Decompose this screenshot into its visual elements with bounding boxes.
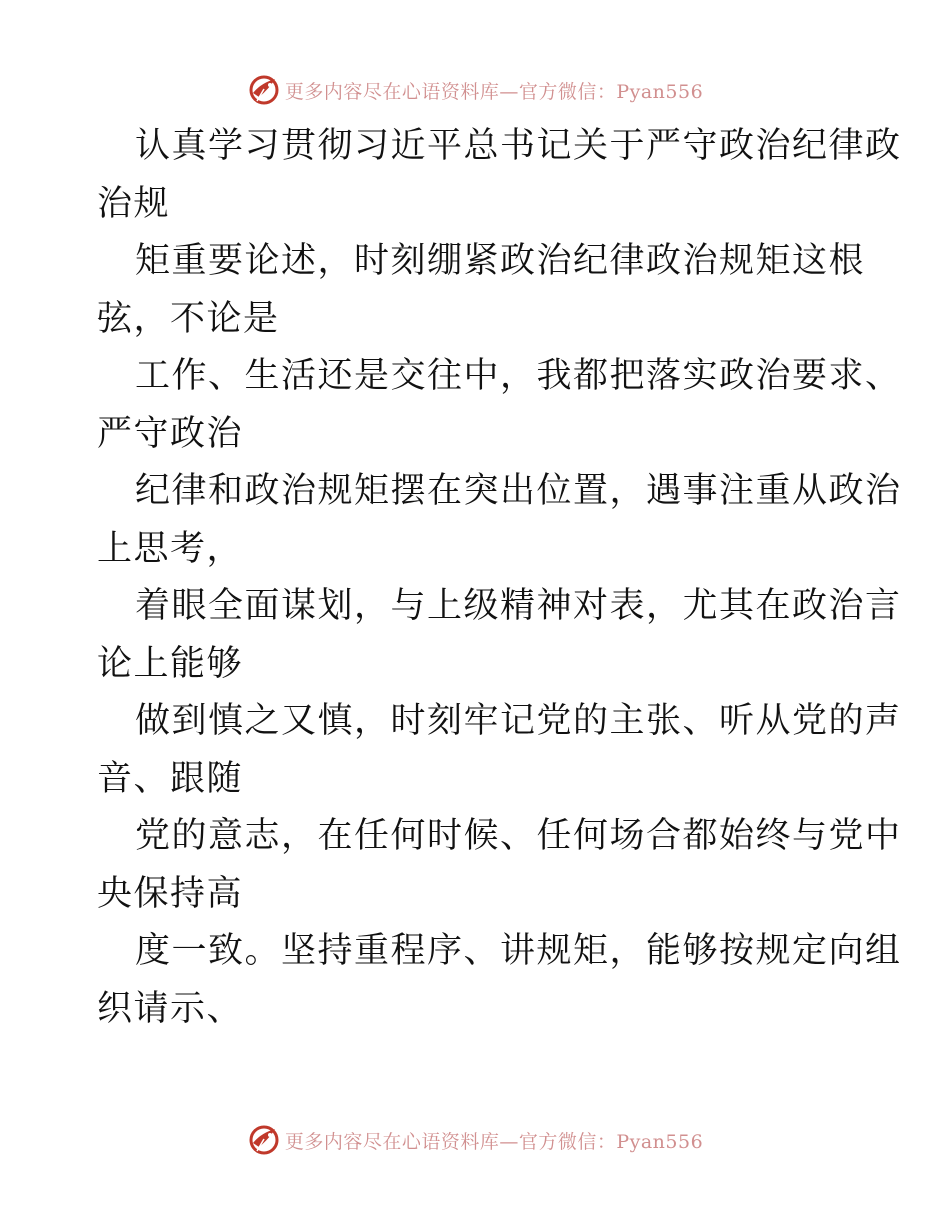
body-line: 弦，不论是 bbox=[97, 298, 280, 339]
body-line: 做到慎之又慎，时刻牢记党的主张、听从党的声 bbox=[135, 701, 902, 741]
header-banner-text: 更多内容尽在心语资料库—官方微信：Pyan556 bbox=[284, 80, 704, 103]
document-body bbox=[97, 118, 902, 1038]
body-line: 治规 bbox=[97, 183, 171, 224]
pen-logo-icon bbox=[247, 73, 281, 107]
pen-logo-icon bbox=[247, 1123, 281, 1157]
body-line: 严守政治 bbox=[97, 413, 244, 454]
body-line: 论上能够 bbox=[97, 643, 244, 684]
body-line: 织请示、 bbox=[97, 988, 244, 1029]
footer-banner-text: 更多内容尽在心语资料库—官方微信：Pyan556 bbox=[284, 1130, 704, 1153]
body-line: 纪律和政治规矩摆在突出位置，遇事注重从政治 bbox=[135, 471, 902, 511]
body-line: 矩重要论述，时刻绷紧政治纪律政治规矩这根 bbox=[135, 241, 866, 281]
footer-banner bbox=[0, 1120, 950, 1160]
body-line: 音、跟随 bbox=[97, 758, 244, 799]
body-line: 央保持高 bbox=[97, 873, 244, 914]
body-line: 认真学习贯彻习近平总书记关于严守政治纪律政 bbox=[135, 126, 902, 166]
body-line: 党的意志，在任何时候、任何场合都始终与党中 bbox=[135, 816, 902, 856]
body-line: 度一致。坚持重程序、讲规矩，能够按规定向组 bbox=[135, 931, 902, 971]
body-line: 工作、生活还是交往中，我都把落实政治要求、 bbox=[135, 356, 902, 396]
body-line: 着眼全面谋划，与上级精神对表，尤其在政治言 bbox=[135, 586, 902, 626]
body-line: 上思考， bbox=[97, 528, 244, 569]
header-banner bbox=[0, 70, 950, 110]
